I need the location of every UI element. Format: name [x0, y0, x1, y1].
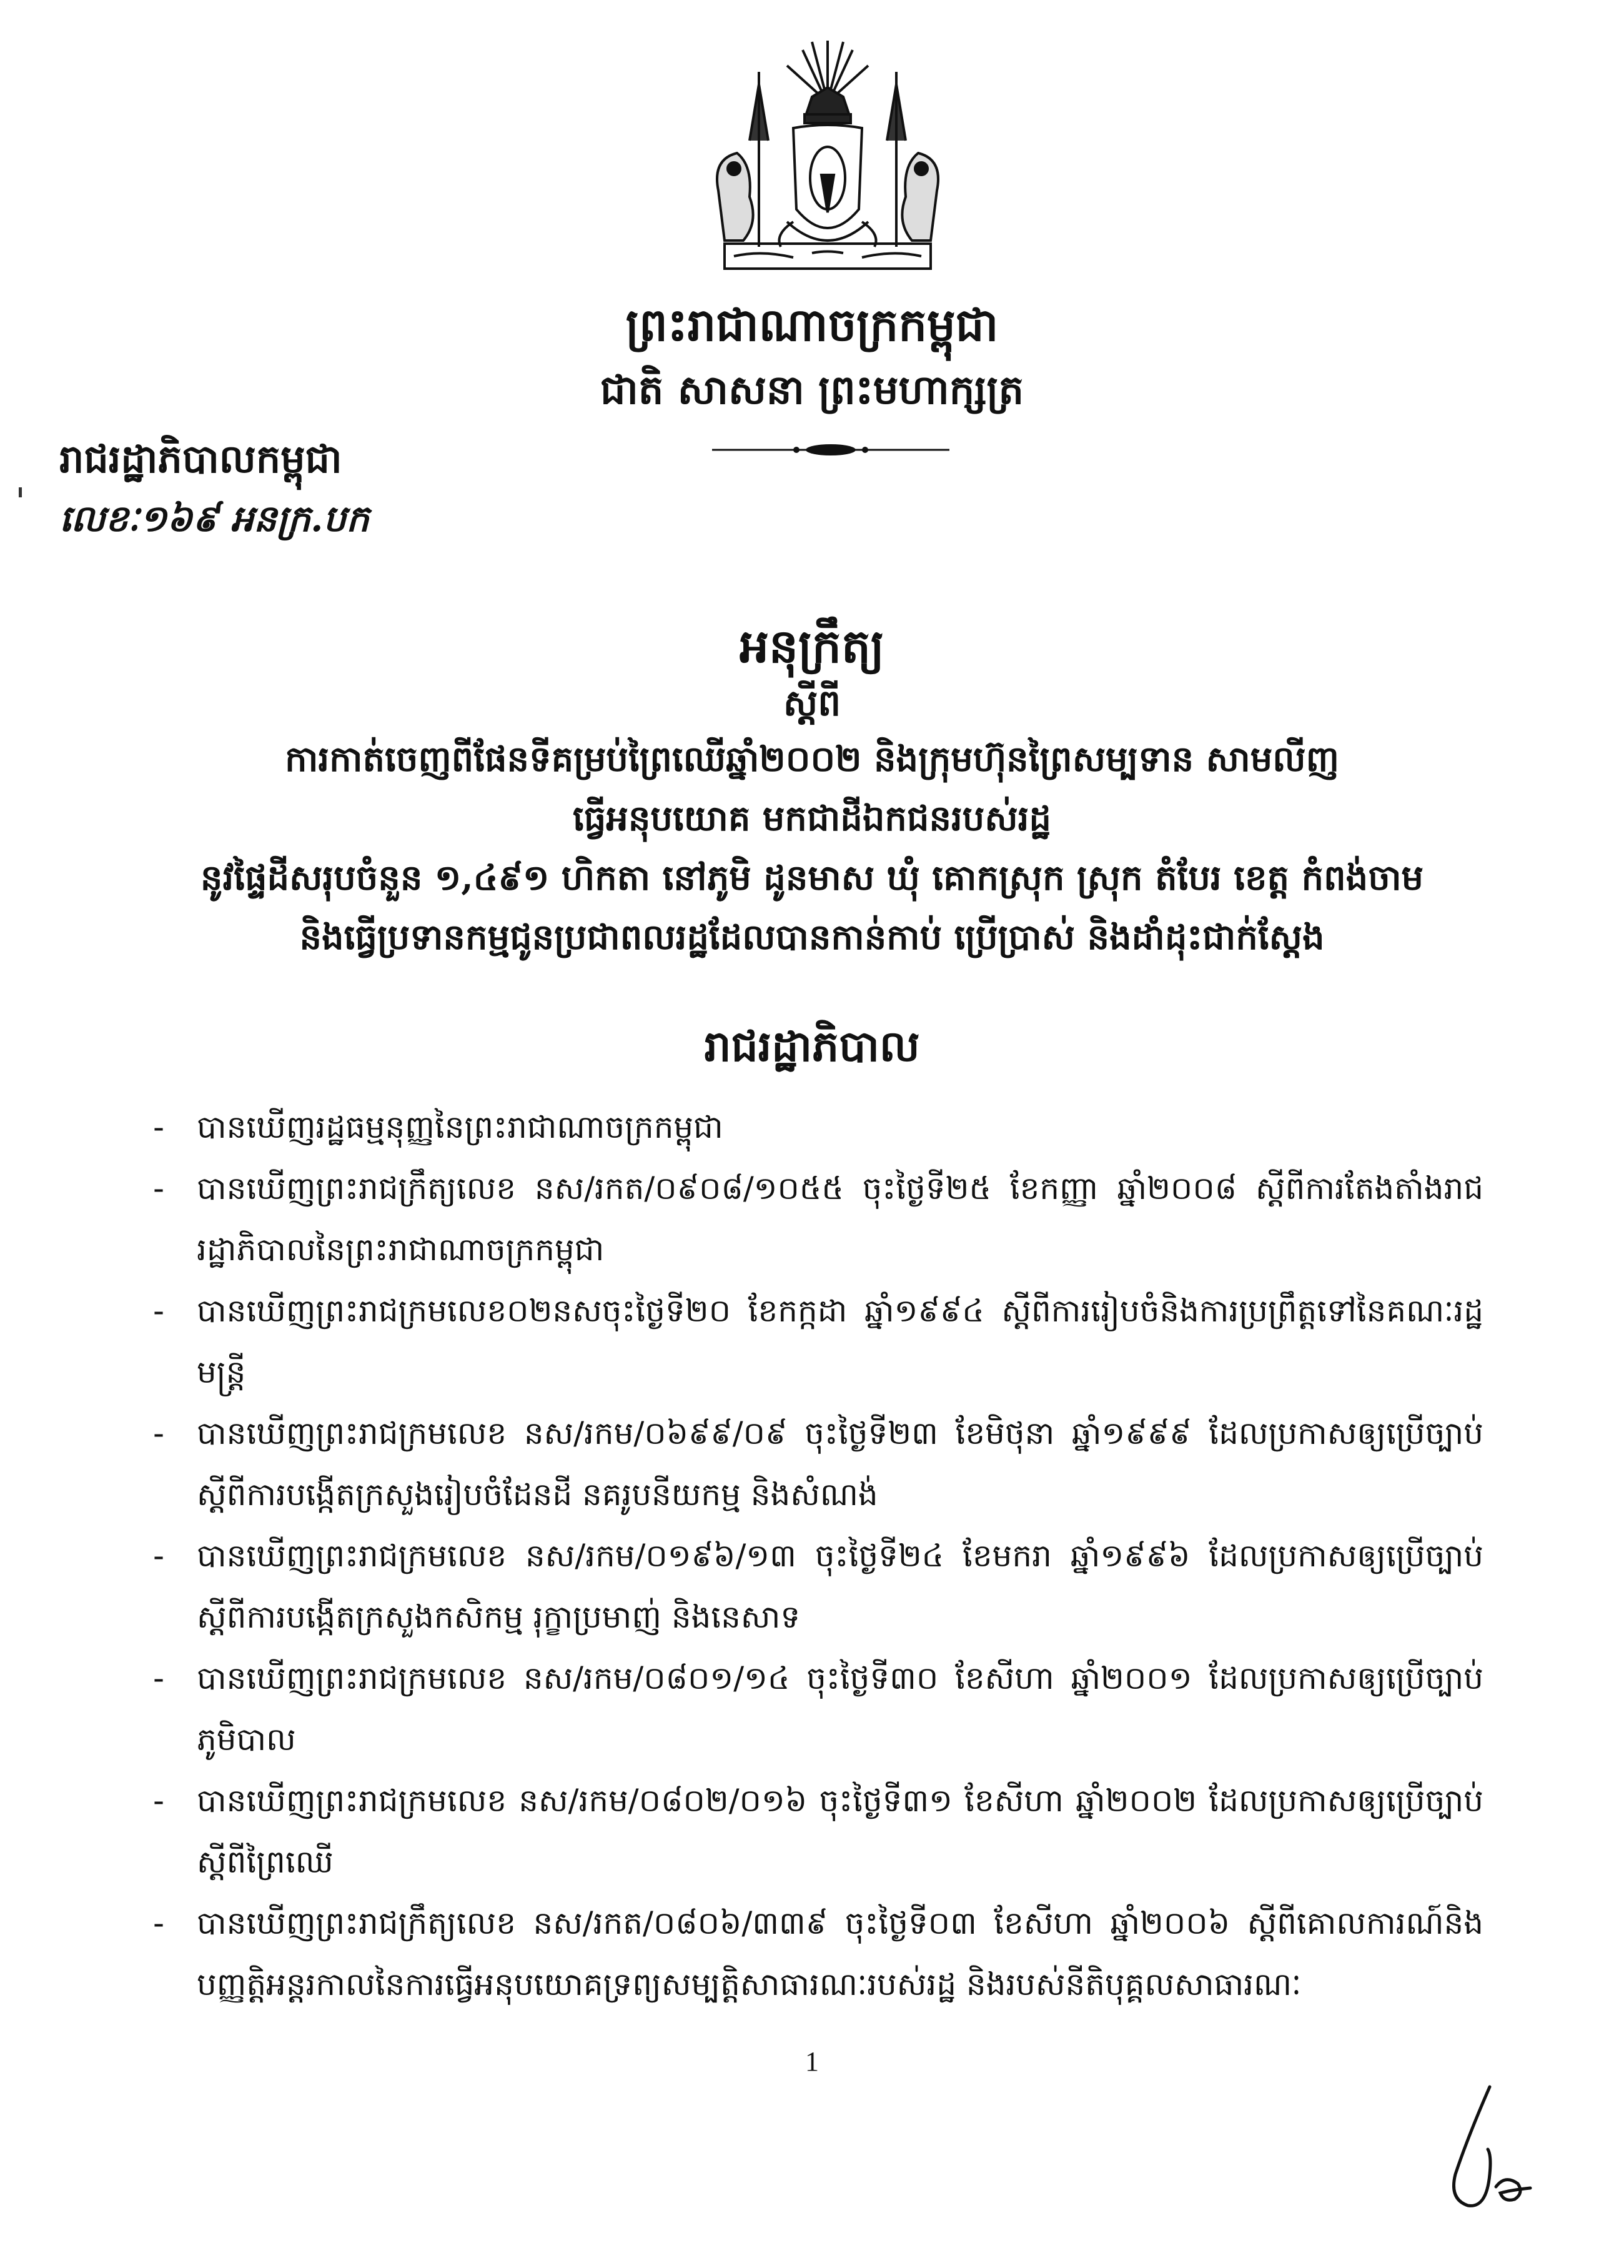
- recital-item: - បានឃើញព្រះរាជក្រមលេខ នស/រកម/០៦៩៩/០៩ ចុះថ្ងៃទី២៣ ខែមិថុនា ឆ្នាំ១៩៩៩ ដែលប្រកាសឲ្យប្រើច្បាប់ស្តីពីការបង្កើតក្រសួងរៀបចំដែនដី នគរូបនីយកម្ម និងសំណង់: [153, 1415, 1483, 1513]
- recital-text: បានឃើញរដ្ឋធម្មនុញ្ញនៃព្រះរាជាណាចក្រកម្ពុជា: [197, 1109, 723, 1145]
- signature-initials-icon: [1430, 2081, 1549, 2231]
- page-number: 1: [805, 2046, 819, 2077]
- recital-text: បានឃើញព្រះរាជក្រមលេខ នស/រកម/០៨០២/០១៦ ចុះថ្ងៃទី៣១ ខែសីហា ឆ្នាំ២០០២ ដែលប្រកាសឲ្យប្រើច្បាប់ស្តីពីព្រៃឈើ: [197, 1783, 1483, 1880]
- recital-text: បានឃើញព្រះរាជក្រមលេខ នស/រកម/០៨០១/១៤ ចុះថ្ងៃទី៣០ ខែសីហា ឆ្នាំ២០០១ ដែលប្រកាសឲ្យប្រើច្បាប់ភូមិបាល: [197, 1660, 1483, 1758]
- document-type: អនុក្រឹត្យ: [740, 620, 884, 674]
- recital-item: - បានឃើញព្រះរាជក្រមលេខ០២នសចុះថ្ងៃទី២០ ខែកក្កដា ឆ្នាំ១៩៩៤ ស្តីពីការរៀបចំនិងការប្រព្រឹត្តទៅនៃគណៈរដ្ឋមន្ត្រី: [153, 1293, 1483, 1390]
- recital-item: - បានឃើញព្រះរាជក្រមលេខ នស/រកម/០៨០១/១៤ ចុះថ្ងៃទី៣០ ខែសីហា ឆ្នាំ២០០១ ដែលប្រកាសឲ្យប្រើច្បាប់ភូមិបាល: [153, 1660, 1483, 1758]
- recitals-list: [153, 1097, 1483, 2015]
- recital-item: - បានឃើញព្រះរាជក្រឹត្យលេខ នស/រកត/០៨០៦/៣៣៩ ចុះថ្ងៃទី០៣ ខែសីហា ឆ្នាំ២០០៦ ស្តីពីគោលការណ៍និងបញ្ញត្តិអន្តរកាលនៃការធ្វើអនុបយោគទ្រព្យសម្បត្តិសាធារណៈរបស់រដ្ឋ និងរបស់នីតិបុគ្គលសាធារណៈ: [153, 1905, 1483, 2002]
- recital-text: បានឃើញព្រះរាជក្រមលេខ នស/រកម/០១៩៦/១៣ ចុះថ្ងៃទី២៤ ខែមករា ឆ្នាំ១៩៩៦ ដែលប្រកាសឲ្យប្រើច្បាប់ស្តីពីការបង្កើតក្រសួងកសិកម្ម រុក្ខាប្រមាញ់ និងនេសាទ: [197, 1538, 1483, 1635]
- subject-line: ការកាត់ចេញពីផែនទីគម្រប់ព្រៃឈើឆ្នាំ២០០២ និងក្រុមហ៊ុនព្រៃសម្បទាន សាមលីញ: [285, 739, 1339, 780]
- reference-number: លេខៈ១៦៩ អនក្រ.បក: [59, 497, 369, 540]
- kingdom-name: ព្រះរាជាណាចក្រកម្ពុជា: [625, 298, 999, 351]
- subject-line: ធ្វើអនុបយោគ មកជាដីឯកជនរបស់រដ្ឋ: [573, 798, 1051, 839]
- radiant-star-icon: [787, 41, 868, 94]
- recital-text: បានឃើញព្រះរាជក្រឹត្យលេខ នស/រកត/០៨០៦/៣៣៩ ចុះថ្ងៃទី០៣ ខែសីហា ឆ្នាំ២០០៦ ស្តីពីគោលការណ៍និងបញ្ញត្តិអន្តរកាលនៃការធ្វើអនុបយោគទ្រព្យសម្បត្តិសាធារណៈរបស់រដ្ឋ និងរបស់នីតិបុគ្គលសាធារណៈ: [197, 1905, 1483, 2002]
- about-label: ស្តីពី: [783, 682, 841, 724]
- recital-item: - បានឃើញរដ្ឋធម្មនុញ្ញនៃព្រះរាជាណាចក្រកម្ពុជា: [153, 1109, 723, 1145]
- recital-item: - បានឃើញព្រះរាជក្រឹត្យលេខ នស/រកត/០៩០៨/១០៥៥ ចុះថ្ងៃទី២៥ ខែកញ្ញា ឆ្នាំ២០០៨ ស្តីពីការតែងតាំងរាជរដ្ឋាភិបាលនៃព្រះរាជាណាចក្រកម្ពុជា: [153, 1170, 1483, 1268]
- recital-text: បានឃើញព្រះរាជក្រមលេខ០២នសចុះថ្ងៃទី២០ ខែកក្កដា ឆ្នាំ១៩៩៤ ស្តីពីការរៀបចំនិងការប្រព្រឹត្តទៅនៃគណៈរដ្ឋមន្ត្រី: [197, 1293, 1483, 1390]
- recital-item: - បានឃើញព្រះរាជក្រមលេខ នស/រកម/០៨០២/០១៦ ចុះថ្ងៃទី៣១ ខែសីហា ឆ្នាំ២០០២ ដែលប្រកាសឲ្យប្រើច្បាប់ស្តីពីព្រៃឈើ: [153, 1783, 1483, 1880]
- body-heading: រាជរដ្ឋាភិបាល: [704, 1022, 920, 1072]
- ornament-divider-icon: [712, 440, 949, 459]
- margin-mark: [19, 487, 22, 497]
- national-motto: ជាតិ សាសនា ព្រះមហាក្សត្រ: [600, 367, 1024, 414]
- recital-text: បានឃើញព្រះរាជក្រមលេខ នស/រកម/០៦៩៩/០៩ ចុះថ្ងៃទី២៣ ខែមិថុនា ឆ្នាំ១៩៩៩ ដែលប្រកាសឲ្យប្រើច្បាប់ស្តីពីការបង្កើតក្រសួងរៀបចំដែនដី នគរូបនីយកម្ម និងសំណង់: [197, 1415, 1483, 1513]
- recital-item: - បានឃើញព្រះរាជក្រមលេខ នស/រកម/០១៩៦/១៣ ចុះថ្ងៃទី២៤ ខែមករា ឆ្នាំ១៩៩៦ ដែលប្រកាសឲ្យប្រើច្បាប់ស្តីពីការបង្កើតក្រសួងកសិកម្ម រុក្ខាប្រមាញ់ និងនេសាទ: [153, 1538, 1483, 1635]
- subject-line: នូវផ្ទៃដីសរុបចំនួន ១,៤៩១ ហិកតា នៅភូមិ ដូនមាស ឃុំ គោកស្រុក ស្រុក តំបែរ ខេត្ត កំពង់ចាម: [200, 857, 1424, 898]
- issuing-authority: រាជរដ្ឋាភិបាលកម្ពុជា: [59, 436, 342, 482]
- royal-coat-of-arms-icon: [700, 34, 956, 284]
- subject-line: និងធ្វើប្រទានកម្មជូនប្រជាពលរដ្ឋដែលបានកាន់កាប់ ប្រើប្រាស់ និងដាំដុះជាក់ស្តែង: [299, 917, 1325, 958]
- recital-text: បានឃើញព្រះរាជក្រឹត្យលេខ នស/រកត/០៩០៨/១០៥៥ ចុះថ្ងៃទី២៥ ខែកញ្ញា ឆ្នាំ២០០៨ ស្តីពីការតែងតាំងរាជរដ្ឋាភិបាលនៃព្រះរាជាណាចក្រកម្ពុជា: [197, 1170, 1483, 1268]
